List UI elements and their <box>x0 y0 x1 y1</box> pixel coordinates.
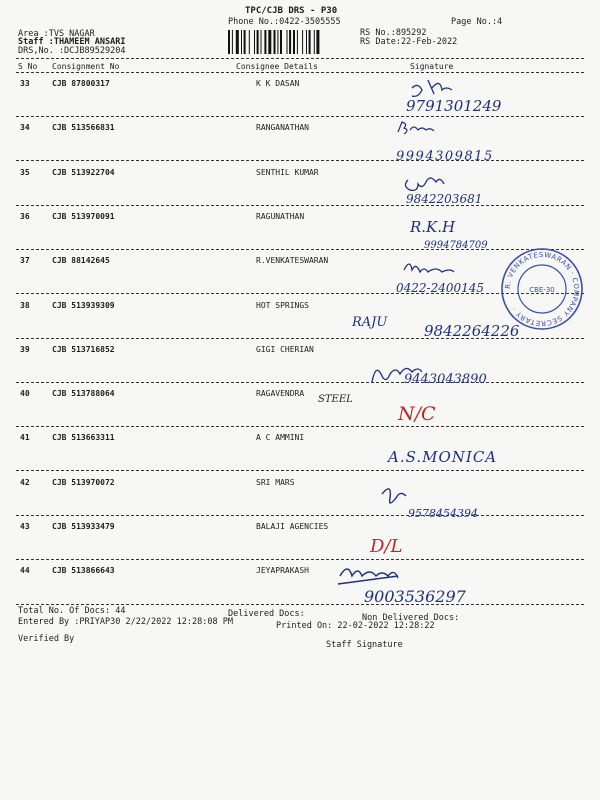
row-serial: 34 <box>20 123 30 132</box>
stamp-center-text: CBE-30 <box>529 286 555 294</box>
row-serial: 43 <box>20 522 30 531</box>
row-consignee: SENTHIL KUMAR <box>256 168 319 177</box>
handwritten-name: RAJU <box>352 315 388 330</box>
signature-mark <box>382 489 406 503</box>
signature-mark <box>404 264 454 272</box>
row-consignment: CJB 513566831 <box>52 123 115 132</box>
row-consignee: BALAJI AGENCIES <box>256 522 329 531</box>
row-consignment: CJB 513939309 <box>52 301 115 310</box>
handwritten-nc: N/C <box>398 403 436 425</box>
handwritten-dl: D/L <box>370 536 403 557</box>
row-consignment: CJB 513933479 <box>52 522 115 531</box>
row-serial: 39 <box>20 345 30 354</box>
signature-mark <box>398 122 434 134</box>
row-serial: 37 <box>20 256 30 265</box>
handwritten-phone: 9003536297 <box>364 587 466 606</box>
handwritten-phone: 9443043890 <box>404 372 487 387</box>
handwritten-phone: 9842264226 <box>424 322 520 340</box>
divider <box>16 604 584 605</box>
row-consignment: CJB 513788064 <box>52 389 115 398</box>
handwritten-phone: 0422-2400145 <box>396 281 485 295</box>
row-consignment: CJB 513970091 <box>52 212 115 221</box>
col-consignment: Consignment No <box>52 62 120 71</box>
row-consignee: RAGUNATHAN <box>256 212 305 221</box>
row-consignee: GIGI CHERIAN <box>256 345 314 354</box>
row-consignment: CJB 513866643 <box>52 566 115 575</box>
row-consignee: K K DASAN <box>256 79 300 88</box>
rs-date: RS Date:22-Feb-2022 <box>360 37 458 47</box>
row-consignee: A C AMMINI <box>256 433 305 442</box>
printed-on: Printed On: 22-02-2022 12:28:22 <box>276 621 435 631</box>
staff-signature-label: Staff Signature <box>326 640 403 650</box>
handwritten-phone: 9994309815 <box>396 149 494 164</box>
handwritten-phone: 9994784709 <box>424 240 488 251</box>
row-consignment: CJB 513716852 <box>52 345 115 354</box>
col-signature: Signature <box>410 62 454 71</box>
document-title: TPC/CJB DRS - P30 <box>245 6 338 16</box>
area-label: Area :TVS NAGAR <box>18 29 95 39</box>
verified-by: Verified By <box>18 634 75 644</box>
handwritten-phone: 9791301249 <box>406 97 502 115</box>
row-consignee: SRI MARS <box>256 478 295 487</box>
delivered-docs: Delivered Docs: <box>228 609 305 619</box>
handwritten-phone: 9842203681 <box>406 192 483 206</box>
total-docs: Total No. Of Docs: 44 <box>18 606 126 616</box>
row-consignment: CJB 513970072 <box>52 478 115 487</box>
col-sno: S No <box>18 62 38 71</box>
row-consignment: CJB 88142645 <box>52 256 110 265</box>
row-consignment: CJB 87800317 <box>52 79 110 88</box>
handwritten-name: A.S.MONICA <box>388 448 498 466</box>
row-serial: 38 <box>20 301 30 310</box>
drs-number: DRS,No. :DCJB89529204 <box>18 46 126 56</box>
handwritten-initials: R.K.H <box>410 218 456 236</box>
row-serial: 35 <box>20 168 30 177</box>
row-serial: 36 <box>20 212 30 221</box>
company-seal-stamp <box>498 245 586 333</box>
row-consignment: CJB 513922704 <box>52 168 115 177</box>
rs-number: RS No.:895292 <box>360 28 427 38</box>
row-consignment: CJB 513663311 <box>52 433 115 442</box>
non-delivered-docs: Non Delivered Docs: <box>362 613 460 623</box>
phone-number: Phone No.:0422-3505555 <box>228 17 341 27</box>
row-serial: 40 <box>20 389 30 398</box>
row-consignee: HOT SPRINGS <box>256 301 309 310</box>
row-serial: 44 <box>20 566 30 575</box>
row-consignee: RANGANATHAN <box>256 123 309 132</box>
col-consignee: Consignee Details <box>236 62 318 71</box>
row-serial: 41 <box>20 433 30 442</box>
row-consignee: RAGAVENDRA <box>256 389 305 398</box>
stamp-ring-text: R. VENKATESWARAN · COMPANY SECRETARY · <box>503 250 581 328</box>
row-serial: 42 <box>20 478 30 487</box>
row-consignee: R.VENKATESWARAN <box>256 256 329 265</box>
row-serial: 33 <box>20 79 30 88</box>
row-consignee: JEYAPRAKASH <box>256 566 309 575</box>
entered-by: Entered By :PRIYAP30 2/22/2022 12:28:08 PM <box>18 617 233 627</box>
handwritten-suffix: STEEL <box>318 394 353 405</box>
page-number: Page No.:4 <box>451 17 503 27</box>
staff-label: Staff :THAMEEM ANSARI <box>18 37 126 47</box>
signature-mark <box>412 80 452 96</box>
signature-mark <box>338 569 398 584</box>
signature-mark <box>405 178 444 190</box>
handwritten-phone: 9578454394 <box>408 507 478 520</box>
